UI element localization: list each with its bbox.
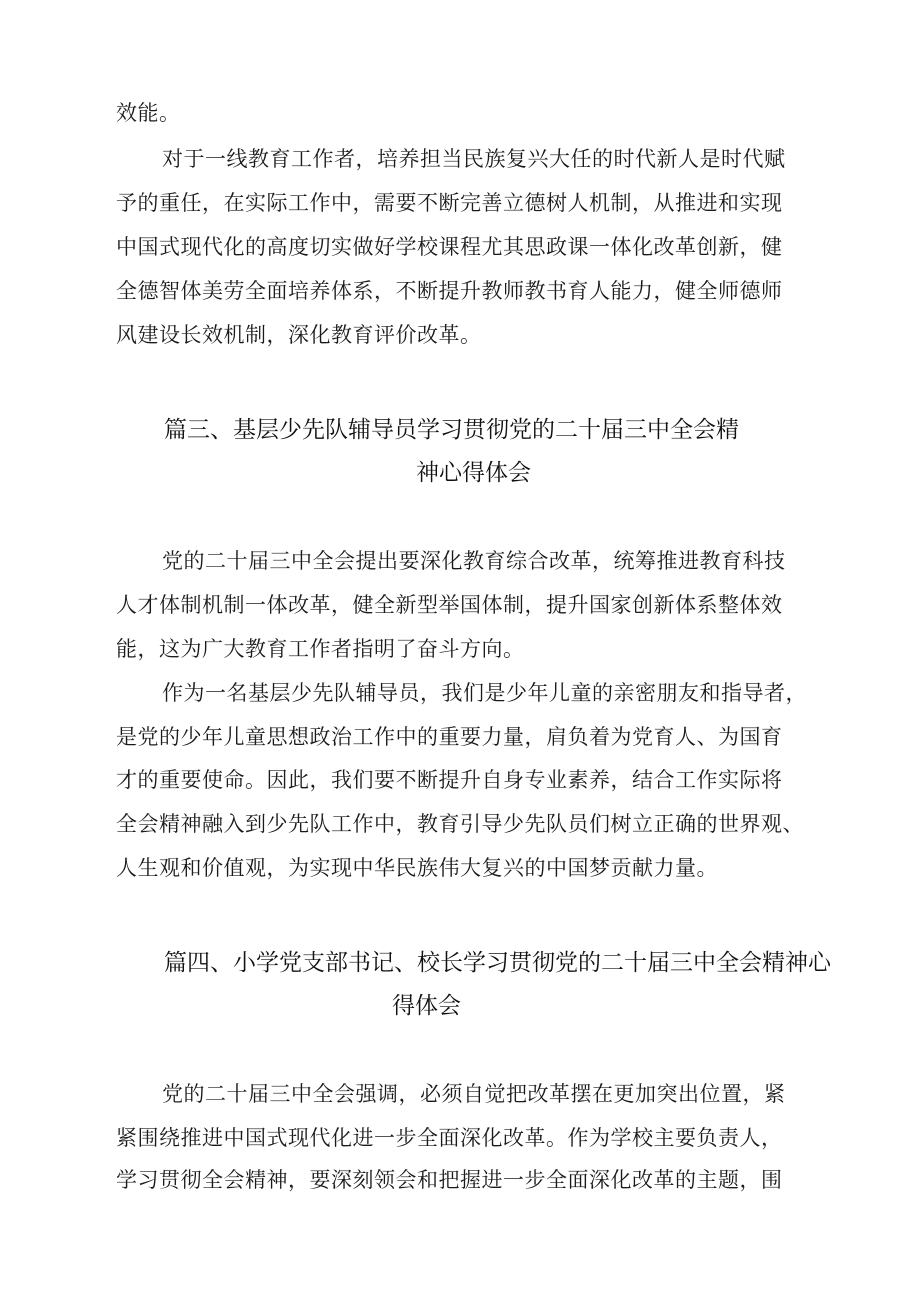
section4-line-2: 紧围绕推进中国式现代化进一步全面深化改革。作为学校主要负责人， [116, 1126, 783, 1150]
intro-line-6: 风建设长效机制，深化教育评价改革。 [116, 323, 482, 347]
section4-title-line2: 得体会 [392, 993, 461, 1019]
intro-line-4: 中国式现代化的高度切实做好学校课程尤其思政课一体化改革创新，健 [116, 235, 783, 259]
section3-line-1: 党的二十届三中全会提出要深化教育综合改革，统筹推进教育科技 [162, 549, 786, 573]
section3-line-2: 人才体制机制一体改革，健全新型举国体制，提升国家创新体系整体效 [116, 593, 783, 617]
section3-line-3: 能，这为广大教育工作者指明了奋斗方向。 [116, 637, 525, 661]
section3-title-line2: 神心得体会 [416, 460, 531, 486]
section3-line-8: 人生观和价值观，为实现中华民族伟大复兴的中国梦贡献力量。 [116, 856, 718, 880]
section4-line-3: 学习贯彻全会精神，要深刻领会和把握进一步全面深化改革的主题，围 [116, 1168, 783, 1192]
section3-line-5: 是党的少年儿童思想政治工作中的重要力量，肩负着为党育人、为国育 [116, 725, 783, 749]
section3-line-6: 才的重要使命。因此，我们要不断提升自身专业素养，结合工作实际将 [116, 768, 783, 792]
section3-line-7: 全会精神融入到少先队工作中，教育引导少先队员们树立正确的世界观、 [116, 812, 804, 836]
intro-line-1: 效能。 [116, 101, 181, 125]
intro-line-5: 全德智体美劳全面培养体系，不断提升教师教书育人能力，健全师德师 [116, 279, 783, 303]
section4-title-line1: 篇四、小学党支部书记、校长学习贯彻党的二十届三中全会精神心 [164, 950, 831, 976]
intro-line-2: 对于一线教育工作者，培养担当民族复兴大任的时代新人是时代赋 [162, 147, 786, 171]
intro-line-3: 予的重任，在实际工作中，需要不断完善立德树人机制，从推进和实现 [116, 191, 783, 215]
section4-line-1: 党的二十届三中全会强调，必须自觉把改革摆在更加突出位置，紧 [162, 1082, 786, 1106]
section3-line-4: 作为一名基层少先队辅导员，我们是少年儿童的亲密朋友和指导者， [162, 681, 807, 705]
section3-title-line1: 篇三、基层少先队辅导员学习贯彻党的二十届三中全会精 [164, 417, 739, 443]
